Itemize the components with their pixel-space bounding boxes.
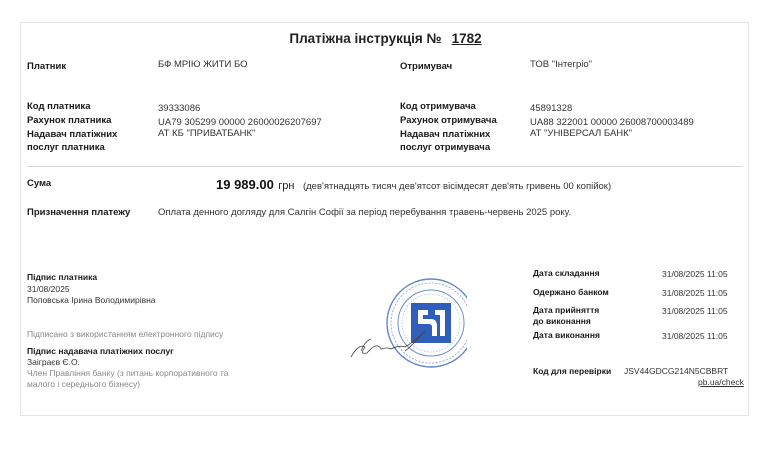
recipient-label: Отримувач bbox=[400, 61, 453, 72]
payer-account: UA79 305299 00000 26000026207697 bbox=[158, 117, 322, 128]
recipient-provider-label-1: Надавач платіжних bbox=[400, 129, 491, 140]
payment-instruction-document bbox=[20, 22, 749, 416]
date-created-value: 31/08/2025 11:05 bbox=[662, 269, 728, 279]
amount-label: Сума bbox=[27, 178, 52, 189]
verification-link[interactable]: pb.ua/check bbox=[698, 377, 744, 387]
payer-provider: АТ КБ "ПРИВАТБАНК" bbox=[158, 128, 256, 139]
date-executed-value: 31/08/2025 11:05 bbox=[662, 331, 728, 341]
payer-signature-date: 31/08/2025 bbox=[27, 284, 70, 294]
date-executed-label: Дата виконання bbox=[533, 330, 600, 340]
date-received-value: 31/08/2025 11:05 bbox=[662, 288, 728, 298]
section-divider bbox=[27, 166, 743, 167]
document-title bbox=[21, 31, 750, 46]
provider-signature-label: Підпис надавача платіжних послуг bbox=[27, 346, 174, 356]
recipient-account-label: Рахунок отримувача bbox=[400, 115, 497, 126]
payer-provider-label-2: послуг платника bbox=[27, 142, 105, 153]
recipient-provider: АТ "УНІВЕРСАЛ БАНК" bbox=[530, 128, 633, 139]
esign-note: Підписано з використанням електронного підпису bbox=[27, 329, 224, 339]
payer-account-label: Рахунок платника bbox=[27, 115, 112, 126]
verification-code: JSV44GDCG214N5CBBRT bbox=[624, 366, 729, 376]
payer-code: 39333086 bbox=[158, 103, 201, 114]
provider-signer-position-2: малого і середнього бізнесу) bbox=[27, 379, 141, 389]
payer-name: БФ МРІЮ ЖИТИ БО bbox=[158, 59, 248, 70]
recipient-code: 45891328 bbox=[530, 103, 573, 114]
payer-provider-label-1: Надавач платіжних bbox=[27, 129, 118, 140]
amount-line bbox=[216, 176, 611, 194]
document-number: 1782 bbox=[451, 31, 482, 46]
date-received-label: Одержано банком bbox=[533, 287, 609, 297]
date-accepted-value: 31/08/2025 11:05 bbox=[662, 306, 728, 316]
provider-signer-position-1: Член Правління банку (з питань корпоративного та bbox=[27, 368, 229, 378]
date-created-label: Дата складання bbox=[533, 268, 600, 278]
purpose-label: Призначення платежу bbox=[27, 207, 131, 218]
bank-stamp-icon bbox=[347, 273, 467, 373]
title-text: Платіжна інструкція № bbox=[289, 31, 442, 46]
recipient-provider-label-2: послуг отримувача bbox=[400, 142, 491, 153]
amount-value: 19 989.00 bbox=[216, 177, 274, 192]
payer-code-label: Код платника bbox=[27, 101, 91, 112]
purpose-text: Оплата денного догляду для Салгін Софії за період перебування травень-червень 2025 року. bbox=[158, 207, 572, 218]
amount-currency: грн bbox=[278, 180, 295, 192]
date-accepted-label-2: до виконання bbox=[533, 316, 591, 326]
date-accepted-label: Дата прийняття bbox=[533, 305, 600, 315]
recipient-name: ТОВ "Інтегріо" bbox=[530, 59, 593, 70]
payer-label: Платник bbox=[27, 61, 67, 72]
provider-signer-name: Заіграєв Є.О. bbox=[27, 357, 80, 367]
payer-signer-name: Поповська Ірина Володимирівна bbox=[27, 295, 156, 305]
verification-code-label: Код для перевірки bbox=[533, 366, 612, 376]
payer-signature-label: Підпис платника bbox=[27, 272, 98, 282]
recipient-code-label: Код отримувача bbox=[400, 101, 476, 112]
amount-words: (дев'ятнадцять тисяч дев'ятсот вісімдесят дев'ять гривень 00 копійок) bbox=[302, 181, 612, 192]
recipient-account: UA88 322001 00000 26008700003489 bbox=[530, 117, 694, 128]
